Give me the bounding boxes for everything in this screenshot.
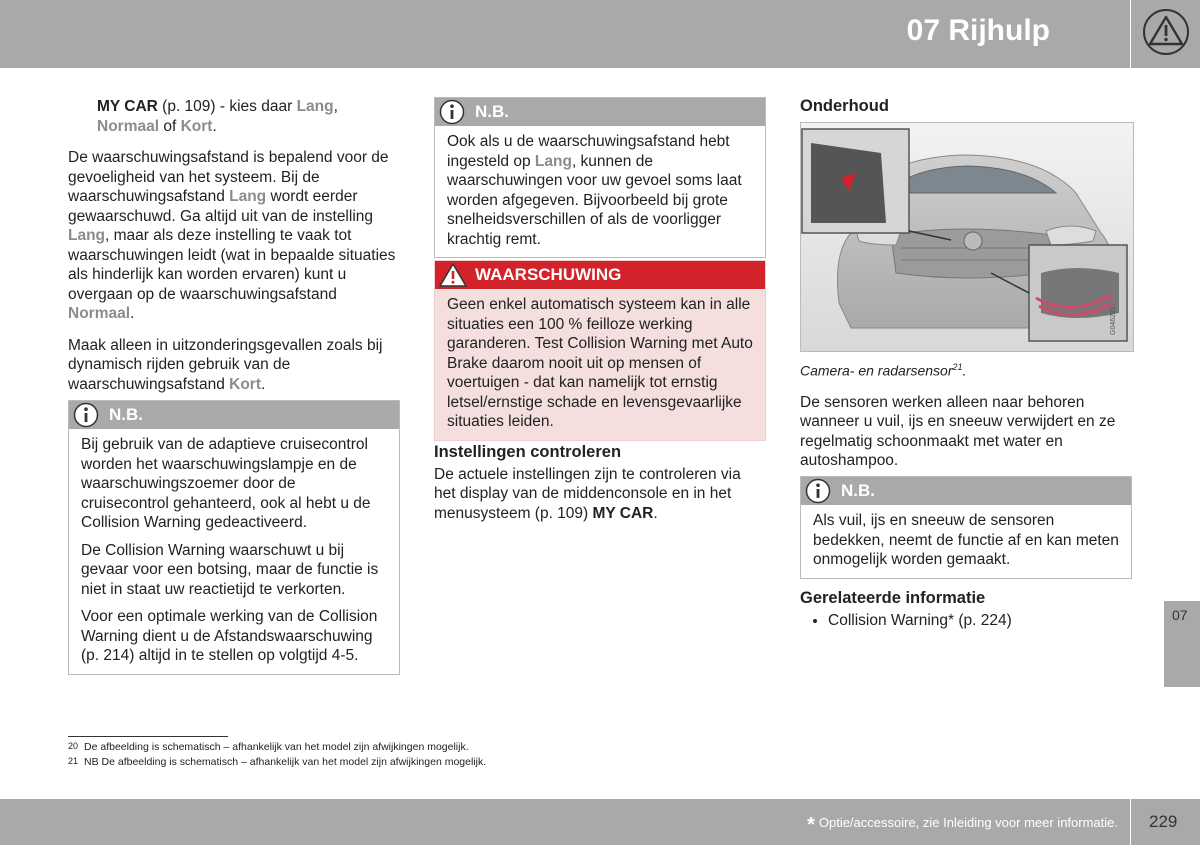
footer-note — [807, 814, 1118, 837]
related-list — [800, 611, 1134, 631]
figure-caption — [800, 358, 1134, 381]
note-body — [801, 505, 1131, 578]
note-body — [435, 126, 765, 257]
settings-section — [434, 443, 766, 535]
note-paragraph — [447, 132, 753, 249]
column-3 — [800, 97, 1134, 483]
text-run: . — [260, 375, 266, 393]
figure-code: G046281 — [1110, 305, 1117, 335]
exception-paragraph — [68, 336, 400, 395]
footnote-text: De afbeelding is schematisch – afhankelijk van het model zijn afwijkingen mogelijk. — [84, 741, 469, 753]
page-number-box — [1131, 799, 1200, 845]
option-lang: Lang — [534, 152, 572, 170]
caption-end: . — [962, 362, 967, 379]
caption-text: Camera- en radarsensor — [800, 362, 953, 379]
intro-text: (p. 109) - kies daar — [157, 98, 297, 115]
side-tab-label: 07 — [1172, 607, 1188, 623]
page-number: 229 — [1149, 812, 1178, 831]
footnote-text: NB De afbeelding is schematisch – afhankelijk van het model zijn afwijkingen mogelijk. — [84, 756, 487, 768]
footnote-number: 20 — [68, 741, 79, 751]
option-lang: Lang — [68, 227, 106, 244]
footnote — [68, 741, 469, 753]
option-normaal: Normaal — [97, 117, 160, 135]
note-paragraph: Bij gebruik van de adaptieve cruisecontrol worden het waarschuwingslampje en de waarschuwingszoemer door de cruisecontrol gehanteerd, ook al hebt u de Collision Warning gedeactiveerd. — [81, 436, 371, 531]
info-icon — [73, 402, 99, 428]
option-lang: Lang — [229, 188, 267, 205]
note-box-lang — [434, 97, 766, 258]
option-lang: Lang — [296, 98, 334, 115]
note-body — [69, 429, 399, 674]
text-run: , maar als deze instelling te vaak tot waarschuwingen leidt (wat in bepaalde situaties als hinderlijk kan worden ervaren) kunt u overgaan op de waarschuwingsafstand — [68, 227, 396, 303]
footnote-divider — [68, 736, 228, 737]
footnote — [68, 756, 486, 768]
note-header — [435, 98, 765, 126]
text-run: . — [130, 305, 135, 322]
warning-triangle-icon — [1141, 8, 1191, 56]
caption-footnote-ref: 21 — [952, 361, 963, 372]
warning-box — [434, 260, 766, 441]
menu-path-mycar: MY CAR — [592, 504, 654, 522]
page-footer — [0, 799, 1130, 845]
note-header — [801, 477, 1131, 505]
warning-text: Geen enkel automatisch systeem kan in alle situaties een 100 % feilloze werking garanderen. Test Collision Warning met Auto Brake daarom nooit uit op mensen of voertuigen - dat kan namelijk tot ernstig letsel/ernstige schade en levensgevaarlijke situaties leiden. — [447, 296, 753, 430]
note-paragraph: De Collision Warning waarschuwt u bij gevaar voor een botsing, maar de functie is niet in staat uw reactietijd te verkorten. — [81, 541, 379, 598]
note-label: N.B. — [475, 102, 509, 121]
page-header — [0, 0, 1130, 68]
note-paragraph: Voor een optimale werking van de Collision Warning dient u de Afstandswaarschuwing (p. 214) altijd in te stellen op volgtijd 4-5. — [81, 608, 378, 664]
text-run: wordt eerder gewaarschuwd. Ga altijd uit van de instelling — [68, 188, 374, 225]
asterisk: * — [807, 814, 815, 836]
related-link-collision-warning[interactable]: • Collision Warning* (p. 224) — [828, 611, 1134, 631]
column-1 — [68, 97, 400, 406]
car-front-image — [801, 123, 1133, 351]
warning-triangle-icon — [439, 262, 467, 288]
text-run: De waarschuwingsafstand is bepalend voor de gevoeligheid van het systeem. Bij de waarschuwingsafstand — [68, 149, 389, 205]
related-title: Gerelateerde informatie — [800, 589, 986, 607]
intro-paragraph — [68, 97, 400, 136]
text-run: , kunnen de waarschuwingen voor uw gevoel soms laat worden afgegeven. Bijvoorbeeld bij grote snelheidsverschillen of als de voorligger krachtig remt. — [447, 152, 742, 248]
info-icon — [805, 478, 831, 504]
info-icon — [439, 99, 465, 125]
sensitivity-paragraph — [68, 148, 400, 324]
of-text: of — [159, 117, 181, 135]
section-title: Onderhoud — [800, 97, 889, 115]
text-run: Maak alleen in uitzonderingsgevallen zoals bij dynamisch rijden gebruik van de waarschuwingsafstand — [68, 336, 383, 393]
note-box-cruisecontrol — [68, 400, 400, 675]
text-run: De actuele instellingen zijn te controleren via het display van de middenconsole en in het menusysteem (p. 109) — [434, 465, 741, 522]
note-label: N.B. — [109, 405, 143, 424]
footer-text: Optie/accessoire, zie Inleiding voor meer informatie. — [818, 815, 1118, 830]
warning-header — [435, 261, 765, 289]
footnote-number: 21 — [68, 756, 79, 766]
warning-body — [435, 289, 765, 440]
section-title: Instellingen controleren — [434, 443, 622, 461]
chapter-side-tab[interactable] — [1164, 601, 1200, 687]
chapter-icon-box — [1131, 0, 1200, 68]
warning-label: WAARSCHUWING — [475, 265, 622, 284]
note-box-sensors — [800, 476, 1132, 579]
text-run: Ook als u de waarschuwingsafstand hebt ingesteld op — [447, 133, 730, 170]
text-run: . — [653, 504, 658, 522]
note-label: N.B. — [841, 481, 875, 500]
period: . — [212, 117, 217, 135]
note-paragraph: Als vuil, ijs en sneeuw de sensoren bedekken, neemt de functie af en kan meten onmogelijk worden gemaakt. — [813, 512, 1119, 568]
option-kort: Kort — [229, 375, 261, 393]
menu-path-mycar: MY CAR — [97, 98, 158, 115]
note-header — [69, 401, 399, 429]
option-normaal: Normaal — [68, 305, 131, 322]
maintenance-paragraph: De sensoren werken alleen naar behoren wanneer u vuil, ijs en sneeuw verwijdert en ze regelmatig schoonmaakt met water en autoshampoo. — [800, 393, 1116, 470]
chapter-title: 07 Rijhulp — [906, 14, 1050, 47]
section-paragraph — [434, 465, 766, 524]
comma: , — [333, 98, 338, 115]
related-info — [800, 589, 1134, 630]
sensor-illustration — [800, 122, 1134, 352]
option-kort: Kort — [180, 117, 213, 135]
